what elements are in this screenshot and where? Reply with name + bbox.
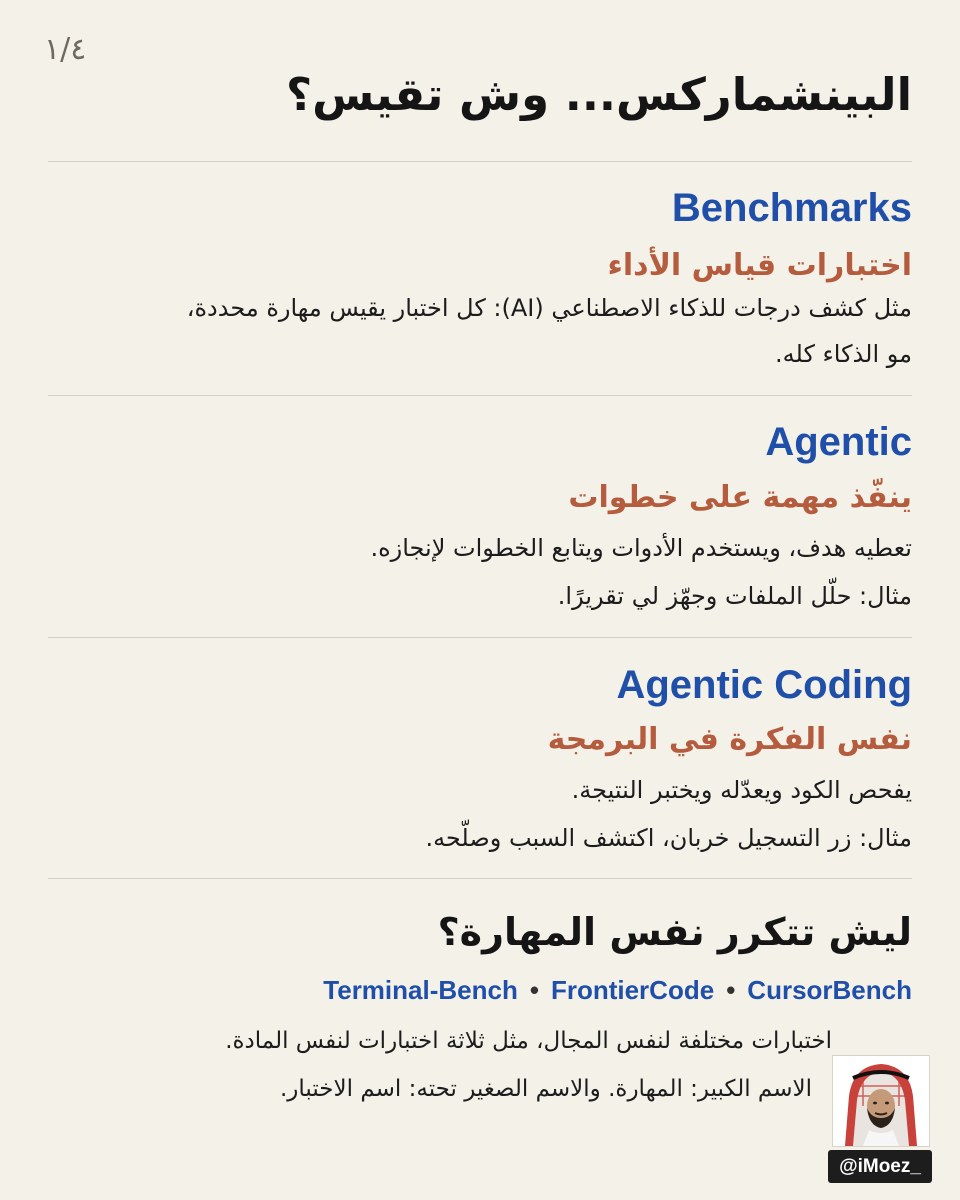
benchmark-name-terminal-bench: Terminal-Bench bbox=[323, 975, 518, 1005]
question-line: الاسم الكبير: المهارة. والاسم الصغير تحته: اسم الاختبار. bbox=[280, 1076, 812, 1102]
divider bbox=[48, 637, 912, 638]
section-body-line: مثال: حلّل الملفات وجهّز لي تقريرًا. bbox=[557, 582, 912, 610]
avatar bbox=[832, 1055, 930, 1147]
question-line: اختبارات مختلفة لنفس المجال، مثل ثلاثة اختبارات لنفس المادة. bbox=[225, 1028, 832, 1054]
section-body-line: مثال: زر التسجيل خربان، اكتشف السبب وصلّحه. bbox=[425, 824, 912, 852]
benchmark-list bbox=[323, 975, 912, 1006]
section-body-line: تعطيه هدف، ويستخدم الأدوات ويتابع الخطوات لإنجازه. bbox=[370, 534, 912, 562]
divider bbox=[48, 395, 912, 396]
section-body-line: مو الذكاء كله. bbox=[775, 340, 912, 368]
bullet-separator: • bbox=[529, 975, 539, 1005]
section-heading-benchmarks: Benchmarks bbox=[671, 186, 912, 230]
benchmark-name-frontiercode: FrontierCode bbox=[550, 975, 715, 1005]
section-subheading-agentic: ينفّذ مهمة على خطوات bbox=[568, 480, 912, 515]
section-heading-agentic-coding: Agentic Coding bbox=[616, 663, 912, 707]
section-heading-agentic: Agentic bbox=[765, 420, 912, 464]
benchmark-name-cursorbench: CursorBench bbox=[747, 975, 912, 1005]
section-subheading-agentic-coding: نفس الفكرة في البرمجة bbox=[547, 722, 912, 757]
author-handle-badge: @iMoez_ bbox=[828, 1150, 932, 1183]
section-subheading-benchmarks: اختبارات قياس الأداء bbox=[607, 248, 912, 283]
bullet-separator: • bbox=[726, 975, 736, 1005]
section-body-line: يفحص الكود ويعدّله ويختبر النتيجة. bbox=[571, 776, 912, 804]
page-title: البينشماركس... وش تقيس؟ bbox=[285, 68, 912, 121]
divider bbox=[48, 878, 912, 879]
page-number: ١/٤ bbox=[44, 32, 87, 67]
question-title: ليش تتكرر نفس المهارة؟ bbox=[437, 910, 912, 954]
avatar-portrait bbox=[833, 1056, 929, 1146]
divider bbox=[48, 161, 912, 162]
section-body-line: مثل كشف درجات للذكاء الاصطناعي (AI): كل اختبار يقيس مهارة محددة، bbox=[186, 294, 912, 322]
